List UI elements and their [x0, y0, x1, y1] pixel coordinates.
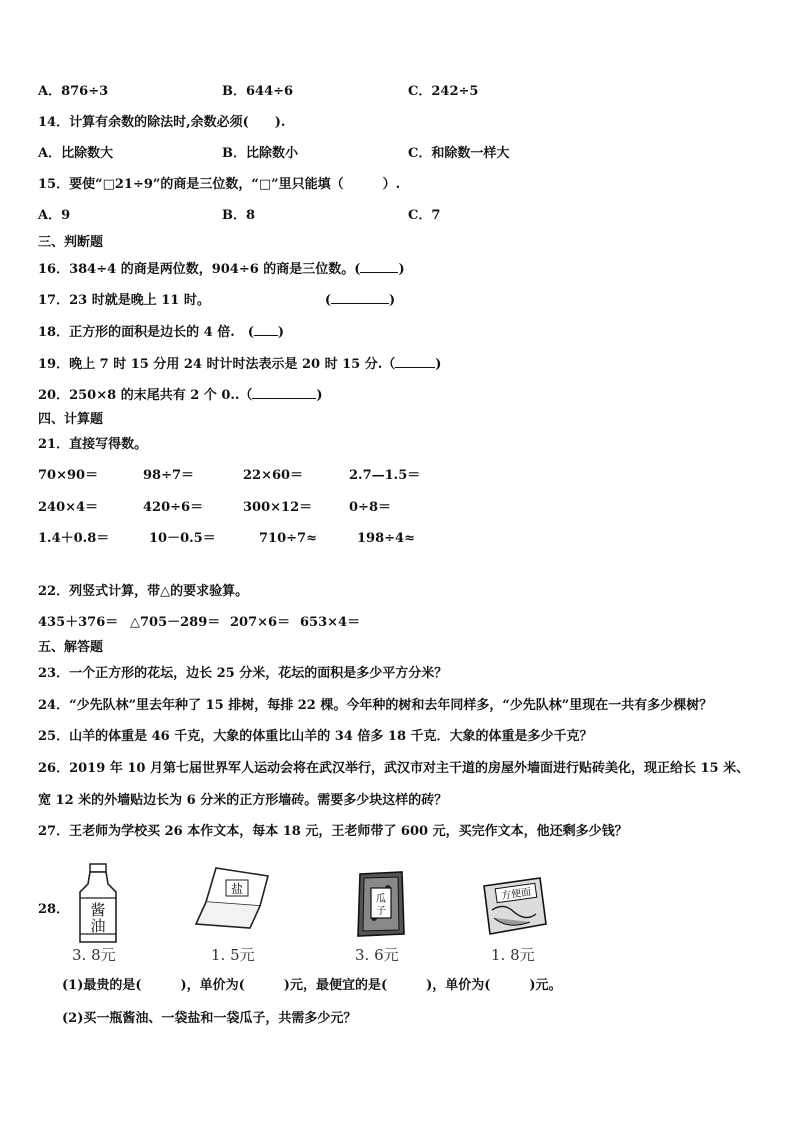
problem-27: 27．王老师为学校买 26 本作文本，每本 18 元，王老师带了 600 元，买完作文本，他还剩多少钱？	[38, 824, 628, 839]
answer-blank[interactable]	[395, 355, 435, 368]
vertical-calc-item: △705－289＝	[130, 615, 221, 630]
calc-item: 0÷8＝	[349, 500, 391, 515]
problem-26-cont: 宽 12 米的外墙贴边长为 6 分米的正方形墙砖。需要多少块这样的砖？	[38, 793, 448, 808]
q13-option-b: B．644÷6	[222, 84, 294, 99]
answer-blank[interactable]	[252, 386, 316, 399]
q14-text: 14．计算有余数的除法时,余数必须( ).	[38, 115, 286, 130]
price-label: 1. 8元	[491, 946, 535, 964]
calc-item: 198÷4≈	[357, 531, 415, 546]
problem-25: 25．山羊的体重是 46 千克，大象的体重比山羊的 34 倍多 18 千克．大象的体重是多少千克？	[38, 729, 593, 744]
price-label: 1. 5元	[211, 946, 255, 964]
price-label: 3. 8元	[72, 946, 116, 964]
bottle-label-line2: 油	[90, 917, 106, 935]
vertical-calc-item: 435＋376＝	[38, 615, 119, 630]
calc-item: 10－0.5＝	[149, 531, 216, 546]
q28-sub1: (1)最贵的是( )，单价为( )元，最便宜的是( )，单价为( )元。	[62, 978, 562, 993]
melon-seeds-label-line2: 子	[376, 906, 386, 917]
section-4-heading: 四、计算题	[38, 412, 104, 427]
instant-noodles-icon	[474, 872, 552, 940]
vertical-calc-item: 653×4＝	[300, 615, 361, 630]
q13-option-a: A．876÷3	[38, 84, 109, 99]
judge-item-20: 20．250×8 的末尾共有 2 个 0..（ )	[38, 388, 323, 403]
noodles-label: 方便面	[500, 886, 532, 903]
q15-option-a: A．9	[38, 208, 71, 223]
answer-blank[interactable]	[254, 323, 278, 336]
q14-option-a: A．比除数大	[38, 146, 114, 161]
calc-item: 2.7—1.5＝	[349, 468, 421, 483]
section-5-heading: 五、解答题	[38, 640, 104, 655]
q13-option-c: C．242÷5	[408, 84, 479, 99]
price-label: 3. 6元	[355, 946, 399, 964]
calc-item: 710÷7≈	[259, 531, 317, 546]
q14-option-b: B．比除数小	[222, 146, 298, 161]
calc-item: 98÷7＝	[143, 468, 195, 483]
judge-item-16: 16．384÷4 的商是两位数，904÷6 的商是三位数。( )	[38, 262, 405, 277]
salt-bag-icon	[192, 862, 276, 932]
problem-24: 24．“少先队林”里去年种了 15 排树，每排 22 棵。今年种的树和去年同样多，“少先队林”里现在一共有多少棵树？	[38, 698, 713, 713]
calc-item: 420÷6＝	[143, 500, 204, 515]
judge-item-19: 19．晚上 7 时 15 分用 24 时计时法表示是 20 时 15 分.（ )	[38, 357, 442, 372]
calc-item: 1.4＋0.8＝	[38, 531, 110, 546]
calc-item: 240×4＝	[38, 500, 99, 515]
problem-26: 26．2019 年 10 月第七届世界军人运动会将在武汉举行，武汉市对主干道的房屋外墙面进行贴砖美化，现正给长 15 米、	[38, 761, 750, 776]
calc-item: 70×90＝	[38, 468, 99, 483]
q15-option-c: C．7	[408, 208, 441, 223]
calc-item: 300×12＝	[243, 500, 313, 515]
q28-sub2: (2)买一瓶酱油、一袋盐和一袋瓜子，共需多少元？	[62, 1011, 357, 1026]
answer-blank[interactable]	[331, 291, 389, 304]
q28-number: 28．	[38, 902, 70, 917]
soy-sauce-bottle-icon	[68, 862, 128, 946]
melon-seeds-label-line1: 瓜	[376, 894, 386, 905]
q21-title: 21．直接写得数。	[38, 437, 148, 452]
salt-label: 盐	[230, 882, 244, 896]
vertical-calc-item: 207×6＝	[230, 615, 291, 630]
answer-blank[interactable]	[360, 260, 398, 273]
judge-item-18: 18．正方形的面积是边长的 4 倍. ( )	[38, 325, 285, 340]
calc-item: 22×60＝	[243, 468, 304, 483]
q14-option-c: C．和除数一样大	[408, 146, 510, 161]
q15-text: 15．要使“□21÷9”的商是三位数，“□”里只能填（ ）.	[38, 177, 401, 192]
q22-title: 22．列竖式计算，带△的要求验算。	[38, 584, 249, 599]
q15-option-b: B．8	[222, 208, 256, 223]
melon-seeds-bag-icon	[352, 868, 410, 940]
bottle-label-line1: 酱	[90, 901, 106, 919]
section-3-heading: 三、判断题	[38, 235, 104, 250]
problem-23: 23．一个正方形的花坛，边长 25 分米，花坛的面积是多少平方分米？	[38, 666, 448, 681]
judge-item-17: 17．23 时就是晚上 11 时。 ( )	[38, 293, 396, 308]
